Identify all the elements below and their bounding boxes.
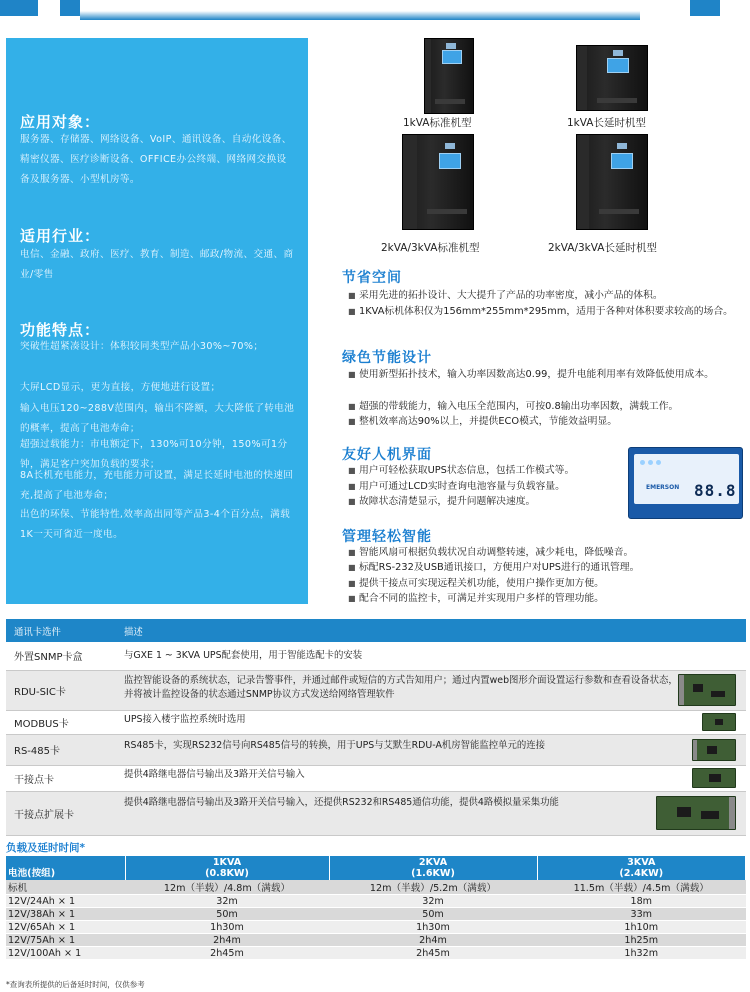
card-desc: 监控智能设备的系统状态，记录告警事件，并通过邮件或短信的方式告知用户；通过内置web图形介面设置运行参数和查看设备状态，并将被计监控设备的状态通过SNMP协议方式发送给网络管理软件 bbox=[124, 675, 678, 700]
header-cell bbox=[537, 856, 746, 880]
card-name: 外置SNMP卡盒 bbox=[6, 642, 116, 670]
value-cell: 50m bbox=[125, 908, 329, 921]
section-title-space: 节省空间 bbox=[342, 270, 402, 286]
feature-item: 8A长机充电能力，充电能力可设置，满足长延时电池的快速回充,提高了电池寿命； bbox=[20, 470, 294, 501]
ups-lcd-screen bbox=[611, 153, 633, 169]
ups-logo bbox=[617, 143, 627, 149]
card-desc: 与GXE 1 ~ 3KVA UPS配套使用，用于智能选配卡的安装 bbox=[116, 642, 746, 670]
ups-vent bbox=[427, 209, 467, 214]
ups-side bbox=[425, 39, 431, 113]
table-row bbox=[6, 895, 746, 908]
left-info-panel bbox=[6, 38, 308, 604]
value-cell: 18m bbox=[537, 895, 746, 908]
product-label: 2kVA/3kVA标准机型 bbox=[381, 242, 480, 254]
top-bar-segment bbox=[60, 0, 80, 16]
bullet-item: ■ 标配RS-232及USB通讯接口，方便用户对UPS进行的通讯管理。 bbox=[348, 560, 746, 575]
value-cell: 12m（半载）/4.8m（满载） bbox=[125, 880, 329, 895]
card-desc: 提供4路继电器信号输出及3路开关信号输入，还提供RS232和RS485通信功能，提供4路模拟量采集功能 bbox=[124, 797, 559, 808]
table-header-row bbox=[6, 856, 746, 880]
header-corner: 电池(按组) bbox=[6, 856, 125, 880]
indicator-icon bbox=[648, 460, 653, 465]
ups-side bbox=[577, 46, 587, 110]
header-kva: 1KVA bbox=[212, 857, 242, 868]
card-name: 干接点扩展卡 bbox=[6, 791, 116, 835]
feature-item: 突破性超紧凑设计：体积较同类型产品小30%~70%； bbox=[20, 341, 264, 352]
value-cell: 1h30m bbox=[125, 921, 329, 934]
chip bbox=[707, 746, 717, 754]
card-desc: 提供4路继电器信号输出及3路开关信号输入 bbox=[124, 769, 305, 780]
industries-text: 电信、金融、政府、医疗、教育、制造、邮政/物流、交通、商业/零售 bbox=[20, 249, 294, 280]
header-kw: (1.6KW) bbox=[411, 868, 455, 879]
ups-side bbox=[577, 135, 589, 229]
industries-title: 适用行业： bbox=[20, 227, 101, 245]
value-cell: 33m bbox=[537, 908, 746, 921]
value-cell: 2h4m bbox=[329, 934, 537, 947]
section-title-green: 绿色节能设计 bbox=[342, 350, 432, 366]
chip bbox=[693, 684, 703, 692]
card-image bbox=[692, 768, 736, 788]
value-cell: 1h30m bbox=[329, 921, 537, 934]
value-cell: 32m bbox=[329, 895, 537, 908]
ups-lcd-screen bbox=[442, 50, 462, 64]
load-runtime-table bbox=[6, 856, 746, 960]
card-desc: RS485卡，实现RS232信号向RS485信号的转换，用于UPS与艾默生RDU-A机房智能监控单元的连接 bbox=[124, 739, 545, 751]
bullet-item: ■ 提供干接点可实现远程关机功能，使用户操作更加方便。 bbox=[348, 576, 746, 591]
bullet-item: ■ 用户可通过LCD实时查询电池容量与负载容量。 bbox=[348, 479, 618, 494]
header-cell bbox=[329, 856, 537, 880]
ups-tower-image bbox=[576, 45, 648, 111]
display-brand: EMERSON bbox=[646, 484, 680, 491]
table-row bbox=[6, 880, 746, 895]
battery-cell: 标机 bbox=[6, 880, 125, 895]
table-row bbox=[6, 921, 746, 934]
value-cell: 2h45m bbox=[125, 947, 329, 960]
card-image bbox=[692, 739, 736, 761]
card-desc-cell bbox=[116, 734, 746, 765]
bullet-item: ■ 使用新型拓扑技术，输入功率因数高达0.99，提升电能利用率有效降低使用成本。 bbox=[348, 367, 746, 382]
applications-text: 服务器、存储器、网络设备、VoIP、通讯设备、自动化设备、精密仪器、医疗诊断设备、OFFICE办公终端、网络网交换设备及服务器、小型机房等。 bbox=[20, 134, 292, 185]
value-cell: 1h10m bbox=[537, 921, 746, 934]
bullet-item: ■ 配合不同的监控卡，可满足并实现用户多样的管理功能。 bbox=[348, 591, 746, 606]
card-name: MODBUS卡 bbox=[6, 710, 116, 734]
lcd-screen bbox=[634, 454, 739, 504]
top-bar-segment bbox=[690, 0, 720, 16]
product-label: 1kVA长延时机型 bbox=[567, 117, 646, 129]
card-name: RS-485卡 bbox=[6, 734, 116, 765]
battery-cell: 12V/75Ah × 1 bbox=[6, 934, 125, 947]
table-row bbox=[6, 947, 746, 960]
bullet-item: ■ 故障状态清楚显示，提升问题解决速度。 bbox=[348, 494, 618, 509]
bullet-item: ■ 采用先进的拓扑设计、大大提升了产品的功率密度，减小产品的体积。 bbox=[348, 288, 746, 303]
display-digits: 88.8 bbox=[694, 481, 737, 500]
bullet-item: ■ 超强的带载能力，输入电压全范围内，可按0.8输出功率因数，满载工作。 bbox=[348, 399, 746, 414]
footnote: *查询表所提供的后备延时时间，仅供参考 bbox=[6, 980, 145, 989]
card-desc-cell bbox=[116, 765, 746, 791]
top-decor-bar bbox=[0, 0, 750, 16]
bracket bbox=[693, 740, 697, 760]
chip bbox=[677, 807, 691, 817]
ups-logo bbox=[445, 143, 455, 149]
section-title-hmi: 友好人机界面 bbox=[342, 447, 432, 463]
value-cell: 12m（半载）/5.2m（满载） bbox=[329, 880, 537, 895]
value-cell: 11.5m（半载）/4.5m（满载） bbox=[537, 880, 746, 895]
product-label: 1kVA标准机型 bbox=[403, 117, 472, 129]
value-cell: 50m bbox=[329, 908, 537, 921]
header-cell bbox=[125, 856, 329, 880]
card-name: 干接点卡 bbox=[6, 765, 116, 791]
battery-cell: 12V/24Ah × 1 bbox=[6, 895, 125, 908]
ups-tower-image bbox=[402, 134, 474, 230]
card-desc-cell bbox=[116, 710, 746, 734]
value-cell: 2h4m bbox=[125, 934, 329, 947]
feature-item: 输入电压120~288V范围内，输出不降额，大大降低了转电池的概率，提高了电池寿命； bbox=[20, 403, 295, 434]
chip bbox=[709, 774, 721, 782]
top-bar-segment bbox=[0, 0, 38, 16]
pcb bbox=[692, 768, 736, 788]
table-row bbox=[6, 908, 746, 921]
header-kw: (0.8KW) bbox=[205, 868, 249, 879]
ups-lcd-screen bbox=[439, 153, 461, 169]
value-cell: 32m bbox=[125, 895, 329, 908]
battery-cell: 12V/65Ah × 1 bbox=[6, 921, 125, 934]
bullet-item: ■ 用户可轻松获取UPS状态信息，包括工作模式等。 bbox=[348, 463, 618, 478]
card-image bbox=[678, 674, 736, 706]
card-image bbox=[702, 713, 736, 731]
product-label: 2kVA/3kVA长延时机型 bbox=[548, 242, 657, 254]
ups-logo bbox=[446, 43, 456, 49]
bracket bbox=[679, 675, 684, 705]
bullet-item: ■ 1KVA标机体积仅为156mm*255mm*295mm，适用于各种对体积要求较高的场合。 bbox=[348, 304, 746, 319]
card-desc-cell bbox=[116, 670, 746, 710]
card-name: RDU-SIC卡 bbox=[6, 670, 116, 710]
card-image bbox=[656, 796, 736, 830]
battery-cell: 12V/38Ah × 1 bbox=[6, 908, 125, 921]
indicator-icon bbox=[656, 460, 661, 465]
pcb bbox=[702, 713, 736, 731]
header-cell: 描述 bbox=[116, 619, 746, 642]
table-row bbox=[6, 710, 746, 734]
ups-vent bbox=[599, 209, 639, 214]
applications-title: 应用对象： bbox=[20, 113, 101, 131]
card-desc: UPS接入楼宇监控系统时选用 bbox=[124, 714, 246, 725]
ups-lcd-screen bbox=[607, 58, 629, 73]
header-kva: 3KVA bbox=[627, 857, 656, 868]
features-title: 功能特点： bbox=[20, 321, 101, 339]
section-title-smart: 管理轻松智能 bbox=[342, 529, 432, 545]
chip bbox=[701, 811, 719, 819]
battery-cell: 12V/100Ah × 1 bbox=[6, 947, 125, 960]
ups-tower-image bbox=[576, 134, 648, 230]
table-row bbox=[6, 734, 746, 765]
ups-logo bbox=[613, 50, 623, 56]
table-row bbox=[6, 791, 746, 835]
chip bbox=[711, 691, 725, 697]
feature-item: 大屏LCD显示，更为直接，方便地进行设置； bbox=[20, 382, 221, 393]
table-row bbox=[6, 934, 746, 947]
load-table-title: 负载及延时时间* bbox=[6, 842, 85, 854]
table-row bbox=[6, 765, 746, 791]
bracket bbox=[729, 797, 735, 829]
header-kw: (2.4KW) bbox=[619, 868, 664, 879]
value-cell: 1h25m bbox=[537, 934, 746, 947]
header-cell: 通讯卡选件 bbox=[6, 619, 116, 642]
ups-side bbox=[403, 135, 417, 229]
bullet-item: ■ 整机效率高达90%以上，并提供ECO模式，节能效益明显。 bbox=[348, 414, 746, 429]
table-header-row bbox=[6, 619, 746, 642]
ups-vent bbox=[597, 98, 637, 103]
top-bar-gradient bbox=[80, 0, 640, 20]
pcb bbox=[692, 739, 736, 761]
chip bbox=[715, 719, 723, 725]
value-cell: 2h45m bbox=[329, 947, 537, 960]
indicator-icon bbox=[640, 460, 645, 465]
bullet-item: ■ 智能风扇可根据负载状况自动调整转速，减少耗电，降低噪音。 bbox=[348, 545, 746, 560]
value-cell: 1h32m bbox=[537, 947, 746, 960]
card-desc-cell bbox=[116, 791, 746, 835]
comm-cards-table bbox=[6, 619, 746, 836]
lcd-display-panel-image bbox=[628, 447, 743, 519]
table-row bbox=[6, 670, 746, 710]
feature-item: 超强过载能力：市电额定下，130%可10分钟，150%可1分钟，满足客户突加负载的要求； bbox=[20, 439, 288, 470]
pcb bbox=[678, 674, 736, 706]
pcb bbox=[656, 796, 736, 830]
table-row bbox=[6, 642, 746, 670]
header-kva: 2KVA bbox=[418, 857, 448, 868]
feature-item: 出色的环保、节能特性,效率高出同等产品3-4个百分点，满载1K一天可省近一度电。 bbox=[20, 509, 291, 540]
ups-tower-image bbox=[424, 38, 474, 114]
ups-vent bbox=[435, 99, 465, 104]
